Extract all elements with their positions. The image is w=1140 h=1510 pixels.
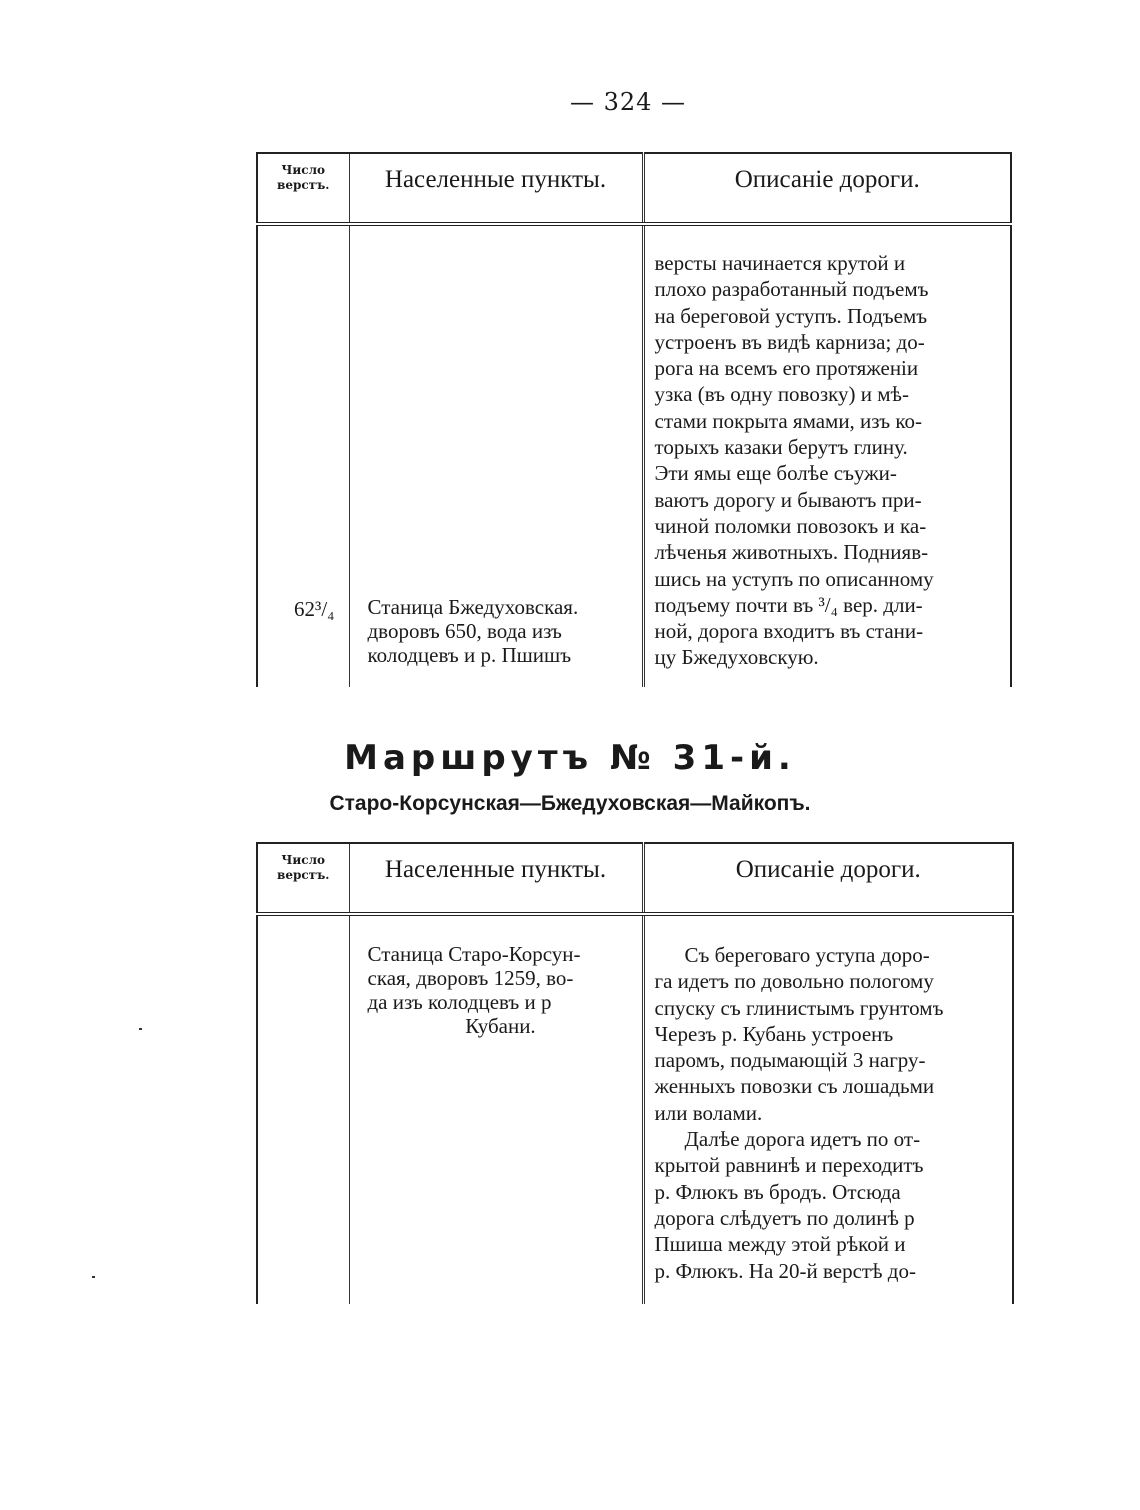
places-cell bbox=[349, 224, 643, 687]
place-line: Станица Старо-Корсун- bbox=[367, 942, 581, 966]
page-number: — 324 — bbox=[569, 88, 687, 116]
description-line: шись на уступъ по описанному bbox=[654, 566, 934, 591]
description-line: Черезъ р. Кубань устроенъ bbox=[654, 1021, 894, 1046]
description-line: устроенъ въ видѣ карниза; до- bbox=[654, 329, 925, 354]
description-line: подъему почти въ ³/₄ вер. дли- bbox=[654, 592, 923, 617]
description-cell bbox=[643, 224, 1011, 687]
description-line: рога на всемъ его протяженіи bbox=[654, 356, 919, 381]
route-table-30-continuation bbox=[256, 152, 1012, 687]
verst-value: 62³/₄ bbox=[294, 597, 335, 621]
description-line: версты начинается крутой и bbox=[654, 251, 906, 275]
description-line: Далѣе дорога идетъ по от- bbox=[684, 1127, 921, 1152]
description-line: чиной поломки повозокъ и ка- bbox=[654, 513, 927, 538]
header-places: Населенные пункты. bbox=[349, 843, 643, 914]
description-line: Съ береговаго уступа доро- bbox=[684, 943, 930, 967]
scan-speck bbox=[139, 1028, 142, 1030]
place-line: ская, дворовъ 1259, во- bbox=[367, 966, 574, 990]
header-verst: Число верстъ. bbox=[257, 153, 349, 224]
description-line: р. Флюкъ. На 20-й верстѣ до- bbox=[654, 1258, 916, 1283]
description-line: торыхъ казаки берутъ глину. bbox=[654, 435, 908, 460]
places-cell bbox=[349, 914, 643, 1304]
description-line: спуску съ глинистымъ грунтомъ bbox=[654, 995, 944, 1020]
description-line: женныхъ повозки съ лошадьми bbox=[654, 1074, 935, 1099]
description-line: на береговой уступъ. Подъемъ bbox=[654, 303, 928, 328]
description-line: лѣченья животныхъ. Поднияв- bbox=[654, 540, 929, 565]
description-line: цу Бжедуховскую. bbox=[654, 645, 819, 670]
route-table-31 bbox=[256, 842, 1014, 1304]
description-line: плохо разработанный подъемъ bbox=[654, 277, 929, 302]
description-line: или волами. bbox=[654, 1100, 763, 1125]
description-line: р. Флюкъ въ бродъ. Отсюда bbox=[654, 1179, 901, 1204]
route-subtitle: Старо-Корсунская—Бжедуховская—Майкопъ. bbox=[329, 792, 811, 815]
header-description: Описаніе дороги. bbox=[643, 153, 1011, 224]
description-line: ваютъ дорогу и бываютъ при- bbox=[654, 487, 922, 512]
header-places: Населенные пункты. bbox=[349, 153, 643, 224]
description-line: паромъ, подымающій 3 нагру- bbox=[654, 1048, 926, 1073]
place-line: да изъ колодцевъ и р bbox=[367, 990, 552, 1014]
description-line: Пшиша между этой рѣкой и bbox=[654, 1232, 906, 1257]
description-line: ной, дорога входитъ въ стани- bbox=[654, 619, 924, 644]
place-line: Станица Бжедуховская. bbox=[367, 595, 579, 619]
place-line: Кубани. bbox=[465, 1014, 536, 1038]
route-title: Маршрутъ № 31-й. bbox=[344, 738, 796, 778]
verst-cell bbox=[257, 224, 349, 687]
header-description: Описаніе дороги. bbox=[643, 843, 1013, 914]
description-line: стами покрыта ямами, изъ ко- bbox=[654, 408, 922, 433]
description-cell bbox=[643, 914, 1013, 1304]
description-line: дорога слѣдуетъ по долинѣ р bbox=[654, 1205, 915, 1230]
description-line: крытой равнинѣ и переходитъ bbox=[654, 1153, 924, 1178]
description-line: Эти ямы еще болѣе съужи- bbox=[654, 461, 897, 486]
place-line: дворовъ 650, вода изъ bbox=[367, 619, 562, 643]
verst-cell bbox=[257, 914, 349, 1304]
description-line: узка (въ одну повозку) и мѣ- bbox=[654, 382, 909, 407]
description-line: га идетъ по довольно пологому bbox=[654, 969, 934, 994]
scan-speck bbox=[92, 1276, 95, 1278]
header-verst: Число верстъ. bbox=[257, 843, 349, 914]
place-line: колодцевъ и р. Пшишъ bbox=[367, 643, 572, 667]
